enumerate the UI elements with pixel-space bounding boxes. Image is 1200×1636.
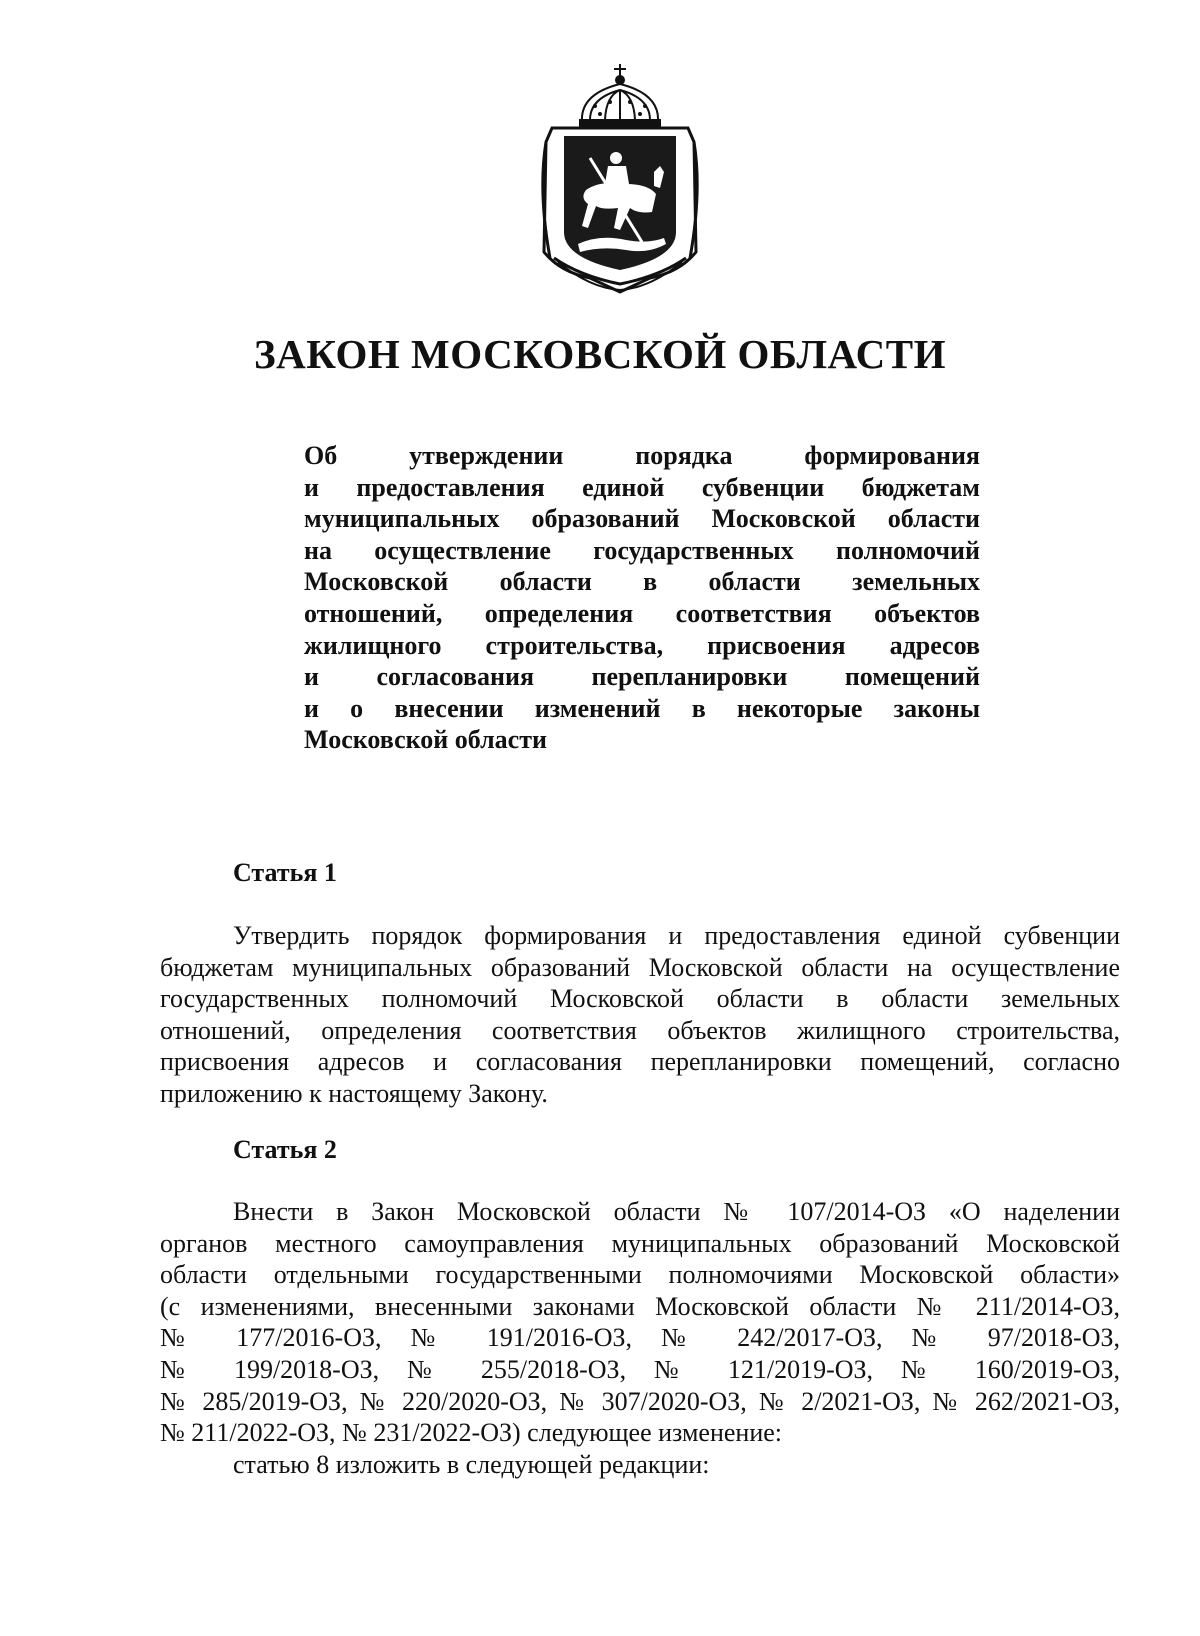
article-1-text — [160, 920, 1120, 1110]
subject-line: и предоставления единой субвенции бюджетам — [304, 472, 980, 502]
subject-line: Московской области в области земельных — [304, 567, 980, 597]
subject-line: муниципальных образований Московской области — [304, 504, 980, 534]
law-title: ЗАКОН МОСКОВСКОЙ ОБЛАСТИ — [254, 331, 946, 377]
paragraph-line: № 199/2018-ОЗ, № 255/2018-ОЗ, № 121/2019-ОЗ, № 160/2019-ОЗ, — [160, 1354, 1120, 1384]
article-2-heading: Статья 2 — [233, 1135, 337, 1164]
paragraph-line: Утвердить порядок формирования и предоставления единой субвенции — [233, 921, 1120, 950]
paragraph-line: области отдельными государственными полномочиями Московской области» — [160, 1260, 1120, 1290]
paragraph-line: государственных полномочий Московской области в области земельных — [160, 984, 1120, 1014]
paragraph-line: бюджетам муниципальных образований Московской области на осуществление — [160, 952, 1120, 982]
coat-of-arms-icon — [530, 62, 710, 294]
subject-line: Московской области — [304, 725, 547, 755]
subject-line: и о внесении изменений в некоторые законы — [304, 693, 980, 723]
paragraph-line: присвоения адресов и согласования перепланировки помещений, согласно — [160, 1047, 1120, 1077]
paragraph-line: № 285/2019-ОЗ, № 220/2020-ОЗ, № 307/2020-ОЗ, № 2/2021-ОЗ, № 262/2021-ОЗ, — [160, 1386, 1120, 1416]
paragraph-line: № 211/2022-ОЗ, № 231/2022-ОЗ) следующее изменение: — [160, 1418, 782, 1448]
paragraph-line: (с изменениями, внесенными законами Московской области № 211/2014-ОЗ, — [160, 1291, 1120, 1321]
subject-line: жилищного строительства, присвоения адресов — [304, 630, 980, 660]
paragraph-line: Внести в Закон Московской области № 107/2014-ОЗ «О наделении — [233, 1197, 1120, 1226]
paragraph-line: статью 8 изложить в следующей редакции: — [233, 1449, 710, 1479]
paragraph-line: приложению к настоящему Закону. — [160, 1078, 548, 1108]
article-2-text — [160, 1196, 1120, 1480]
article-1-heading: Статья 1 — [233, 858, 337, 887]
law-subject — [304, 440, 980, 756]
subject-line: Об утверждении порядка формирования — [304, 441, 980, 470]
subject-line: на осуществление государственных полномочий — [304, 535, 980, 565]
paragraph-line: органов местного самоуправления муниципальных образований Московской — [160, 1228, 1120, 1258]
paragraph-line: № 177/2016-ОЗ, № 191/2016-ОЗ, № 242/2017-ОЗ, № 97/2018-ОЗ, — [160, 1323, 1120, 1353]
subject-line: отношений, определения соответствия объектов — [304, 598, 980, 628]
subject-line: и согласования перепланировки помещений — [304, 662, 980, 692]
paragraph-line: отношений, определения соответствия объектов жилищного строительства, — [160, 1015, 1120, 1045]
